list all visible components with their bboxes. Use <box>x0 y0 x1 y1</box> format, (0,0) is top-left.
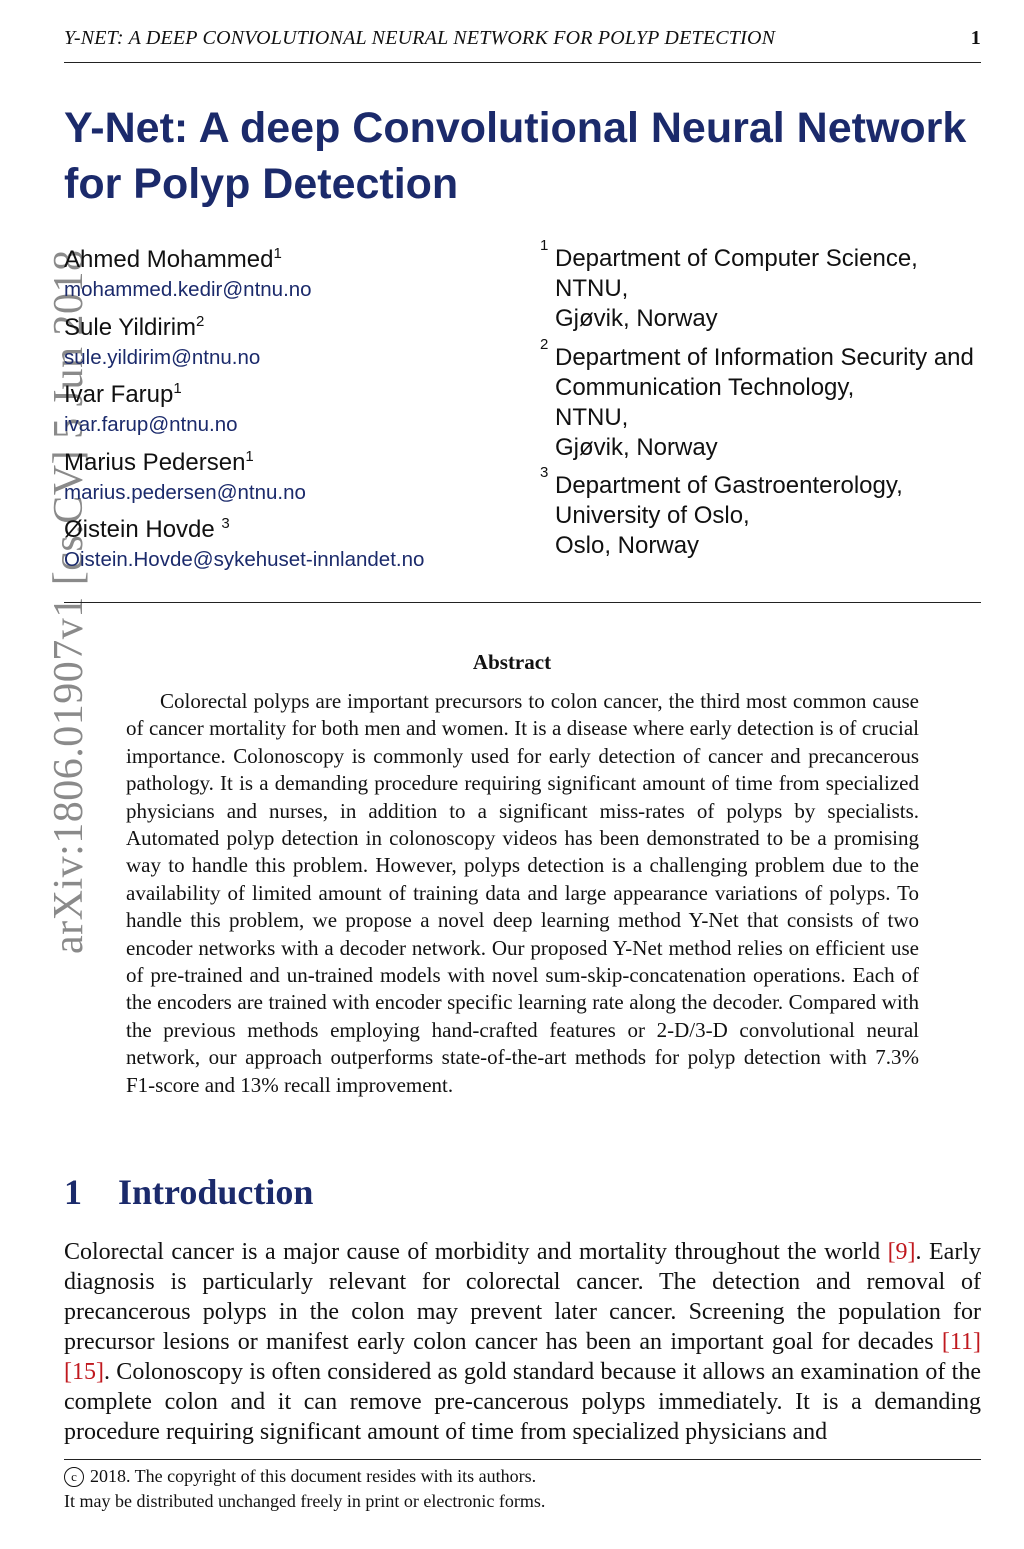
author-block <box>64 447 524 515</box>
affiliation-list <box>540 237 1010 570</box>
section-heading <box>64 1170 313 1214</box>
author-affiliation-mark: 2 <box>196 312 205 330</box>
affiliation-number: 1 <box>540 237 549 254</box>
paper-title <box>64 100 994 212</box>
author-affiliation-mark: 1 <box>273 245 282 262</box>
affiliation-line: Communication Technology, <box>555 373 855 401</box>
paper-title-line-2: for Polyp Detection <box>64 160 459 208</box>
running-header <box>64 27 981 50</box>
affiliation-number: 2 <box>540 335 549 353</box>
affiliation-number: 3 <box>540 464 549 481</box>
author-name-text: Ivar Farup <box>64 381 174 408</box>
authors-rule <box>64 602 981 603</box>
author-name <box>64 379 524 410</box>
affiliation-line: Gjøvik, Norway <box>555 433 718 461</box>
author-email-link[interactable]: marius.pedersen@ntnu.no <box>64 480 306 504</box>
author-name-text: Ahmed Mohammed <box>64 246 274 273</box>
header-rule <box>64 62 981 63</box>
author-name <box>64 312 524 343</box>
copyright-footer <box>64 1464 545 1514</box>
abstract-heading: Abstract <box>472 650 552 674</box>
arxiv-stamp: arXiv:1806.01907v1 [cs.CV] 5 Jun 2018 <box>46 249 92 954</box>
citation-link[interactable]: [9] <box>887 1239 916 1265</box>
affiliation-line: NTNU, <box>555 403 629 431</box>
running-header-title: Y-NET: A DEEP CONVOLUTIONAL NEURAL NETWORK FOR POLYP DETECTION <box>64 27 776 49</box>
author-affiliation-mark: 3 <box>221 515 230 532</box>
affiliation-line: University of Oslo, <box>555 502 750 529</box>
author-name-text: Øistein Hovde <box>64 516 222 543</box>
author-affiliation-mark: 1 <box>173 380 182 397</box>
affiliation <box>540 335 1010 463</box>
author-name-text: Marius Pedersen <box>64 448 246 476</box>
paper-title-line-1: Y-Net: A deep Convolutional Neural Network <box>64 104 967 152</box>
author-name <box>64 244 524 275</box>
introduction-paragraph <box>64 1237 981 1447</box>
intro-text: . Colonoscopy is often considered as gold standard because it allows an examination of the complete colon and it can remove pre-cancerous polyps immediately. It is a demanding procedure requiring significant amount of time from specialized physicians and <box>64 1359 981 1445</box>
author-email-link[interactable]: ivar.farup@ntnu.no <box>64 413 238 436</box>
affiliation-line: Gjøvik, Norway <box>555 305 718 332</box>
affiliation-line: Department of Computer Science, <box>555 245 918 272</box>
affiliation <box>540 237 1010 334</box>
author-email-link[interactable]: mohammed.kedir@ntnu.no <box>64 278 312 301</box>
affiliation-line: Oslo, Norway <box>555 532 700 559</box>
copyright-line-1 <box>64 1464 545 1489</box>
author-block <box>64 514 524 582</box>
author-block <box>64 312 524 380</box>
author-affiliation-mark: 1 <box>245 447 254 465</box>
author-block <box>64 244 524 312</box>
copyright-symbol-icon: c <box>64 1467 84 1487</box>
affiliation <box>540 464 1010 561</box>
author-list <box>64 244 524 582</box>
intro-text: Colorectal cancer is a major cause of morbidity and mortality throughout the world <box>64 1239 888 1265</box>
author-name <box>64 514 524 545</box>
author-name-text: Sule Yildirim <box>64 313 197 341</box>
author-email-link[interactable]: sule.yildirim@ntnu.no <box>64 345 261 369</box>
citation-link[interactable]: [11] <box>941 1329 981 1355</box>
abstract-text: Colorectal polyps are important precursors to colon cancer, the third most common cause of cancer mortality for both men and women. It is a disease where early detection is of crucial importance. Colonoscopy is commonly used for early detection of cancer and precancerous pathology. It is a demanding procedure requiring significant amount of time from specialized physicians and nurses, in addition to a significant miss-rates of polyps by specialists. Automated polyp detection in colonoscopy videos has been demonstrated to be a promising way to handle this problem. However, polyps detection is a challenging problem due to the availability of limited amount of training data and large appearance variations of polyps. To handle this problem, we propose a novel deep learning method Y-Net that consists of two encoder networks with a decoder network. Our proposed Y-Net method relies on efficient use of pre-trained and un-trained models with novel sum-skip-concatenation operations. Each of the encoders are trained with encoder specific learning rate along the decoder. Compared with the previous methods employing hand-crafted features or 2-D/3-D convolutional neural network, our approach outperforms state-of-the-art methods for polyp detection with 7.3% F1-score and 13% recall improvement. <box>126 689 919 1097</box>
footer-rule <box>64 1459 981 1460</box>
copyright-text: 2018. The copyright of this document resides with its authors. <box>90 1466 537 1486</box>
author-name <box>64 447 524 478</box>
author-email-link[interactable]: Oistein.Hovde@sykehuset-innlandet.no <box>64 548 425 571</box>
author-block <box>64 379 524 447</box>
affiliation-line: Department of Information Security and <box>555 343 974 371</box>
section-title: Introduction <box>118 1172 314 1212</box>
affiliation-line: NTNU, <box>555 275 629 302</box>
affiliation-line: Department of Gastroenterology, <box>555 472 903 499</box>
section-number: 1 <box>64 1172 82 1212</box>
intro-text: . Early diagnosis is particularly relevant for colorectal cancer. The detection and removal of precancerous polyps in the colon may prevent later cancer. Screening the population for precursor lesions or manifest early colon cancer has been an important goal for decades <box>64 1239 981 1355</box>
citation-link[interactable]: [15] <box>64 1359 104 1385</box>
page-number: 1 <box>970 27 981 49</box>
copyright-line-2: It may be distributed unchanged freely in print or electronic forms. <box>64 1491 546 1511</box>
